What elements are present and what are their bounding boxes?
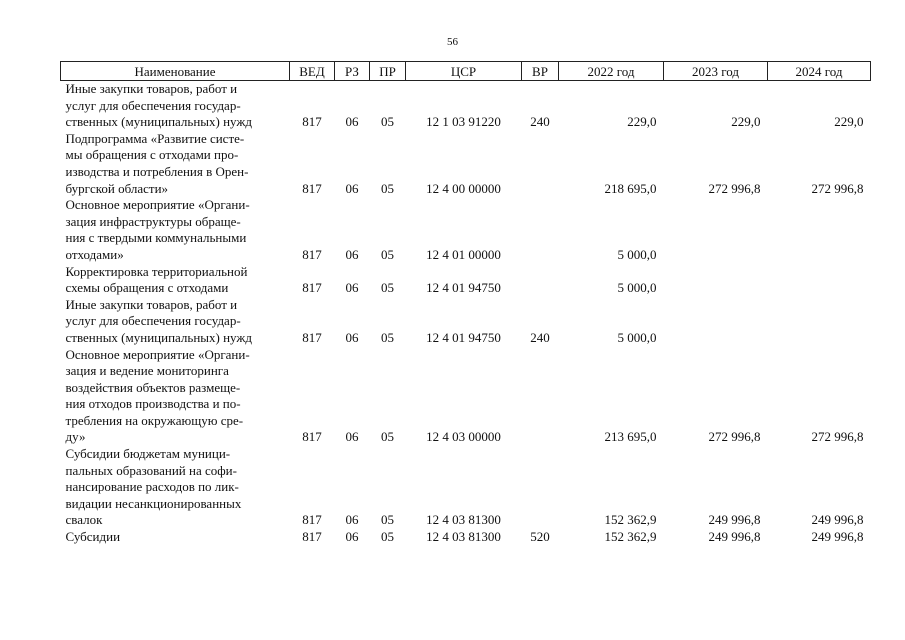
row-rz: 06: [345, 114, 359, 130]
row-name-line: ственных (муниципальных) нужд: [65, 329, 252, 345]
row-rz: 06: [345, 329, 359, 345]
row-csr: 12 4 00 00000: [426, 180, 501, 196]
row-vr: [522, 197, 559, 263]
row-name: [61, 81, 290, 131]
row-csr: 12 4 03 00000: [426, 429, 501, 445]
row-2024: 249 996,8: [811, 512, 864, 528]
row-ved: 817: [302, 246, 322, 262]
row-name-line: видации несанкционированных: [65, 495, 242, 511]
table-body: [61, 81, 871, 546]
row-2024: [768, 297, 871, 347]
row-name-line: Субсидии бюджетам муници-: [65, 446, 231, 462]
row-2022: 229,0: [627, 114, 657, 130]
row-name: [61, 264, 290, 297]
row-2024: 229,0: [834, 114, 864, 130]
row-name-line: ду»: [65, 429, 86, 445]
table-row: [61, 197, 871, 263]
row-csr: 12 4 01 94750: [426, 329, 501, 345]
row-ved: 817: [302, 512, 322, 528]
row-rz: 06: [345, 246, 359, 262]
row-2024: 272 996,8: [811, 429, 864, 445]
row-name: [61, 197, 290, 263]
row-name-line: схемы обращения с отходами: [65, 280, 229, 296]
row-2024: 249 996,8: [811, 529, 864, 545]
row-2022: 152 362,9: [604, 512, 657, 528]
header-row: [61, 62, 871, 81]
row-pr: 05: [381, 280, 394, 296]
row-2023: 272 996,8: [708, 180, 761, 196]
row-2024: [768, 197, 871, 263]
row-csr: 12 4 01 94750: [426, 280, 501, 296]
row-name-line: Субсидии: [65, 529, 121, 545]
row-csr: 12 4 03 81300: [426, 512, 501, 528]
row-csr: 12 1 03 91220: [426, 114, 501, 130]
row-name-line: требления на окружающую сре-: [65, 412, 244, 428]
header-name: Наименование: [61, 62, 290, 81]
row-rz: 06: [345, 280, 359, 296]
row-name-line: Основное мероприятие «Органи-: [65, 197, 250, 213]
table-row: [61, 347, 871, 447]
table-row: [61, 297, 871, 347]
row-2023: [664, 264, 768, 297]
row-ved: 817: [302, 180, 322, 196]
row-name-line: изводства и потребления в Орен-: [65, 163, 249, 179]
row-2023: 272 996,8: [708, 429, 761, 445]
row-rz: 06: [345, 512, 359, 528]
row-rz: 06: [345, 180, 359, 196]
row-name-line: нансирование расходов по лик-: [65, 479, 239, 495]
row-2022: 218 695,0: [604, 180, 657, 196]
row-rz: 06: [345, 429, 359, 445]
row-pr: 05: [381, 180, 394, 196]
row-name-line: воздействия объектов размеще-: [65, 379, 241, 395]
header-ved: ВЕД: [290, 62, 335, 81]
row-name-line: Корректировка территориальной: [65, 263, 248, 279]
row-ved: 817: [302, 280, 322, 296]
row-pr: 05: [381, 246, 394, 262]
row-name: [61, 131, 290, 197]
row-2022: 213 695,0: [604, 429, 657, 445]
row-name: [61, 347, 290, 447]
row-name-line: зация инфраструктуры обраще-: [65, 213, 241, 229]
table-row: [61, 264, 871, 297]
row-2024: [768, 264, 871, 297]
row-vr: 240: [530, 329, 550, 345]
row-pr: 05: [381, 329, 394, 345]
row-pr: 05: [381, 529, 394, 545]
row-vr: [522, 446, 559, 529]
row-2023: [664, 197, 768, 263]
row-2022: 5 000,0: [617, 246, 657, 262]
header-2023: 2023 год: [664, 62, 768, 81]
row-pr: 05: [381, 512, 394, 528]
row-vr: [522, 131, 559, 197]
row-name-line: услуг для обеспечения государ-: [65, 313, 241, 329]
page-number: 56: [447, 36, 458, 48]
row-name-line: пальных образований на софи-: [65, 462, 237, 478]
row-vr: 240: [530, 114, 550, 130]
row-name-line: ния с твердыми коммунальными: [65, 230, 247, 246]
row-name-line: услуг для обеспечения государ-: [65, 97, 241, 113]
row-2022: 5 000,0: [617, 280, 657, 296]
row-name-line: свалок: [65, 512, 103, 528]
row-ved: 817: [302, 529, 322, 545]
row-2022: 152 362,9: [604, 529, 657, 545]
row-vr: 520: [530, 529, 550, 545]
row-name: [61, 529, 290, 546]
row-vr: [522, 347, 559, 447]
row-rz: 06: [345, 529, 359, 545]
row-vr: [522, 264, 559, 297]
row-csr: 12 4 03 81300: [426, 529, 501, 545]
row-2023: 229,0: [731, 114, 761, 130]
header-2022: 2022 год: [559, 62, 664, 81]
row-2023: [664, 297, 768, 347]
row-2023: 249 996,8: [708, 529, 761, 545]
table-row: [61, 131, 871, 197]
table-row: [61, 81, 871, 131]
row-csr: 12 4 01 00000: [426, 246, 501, 262]
header-rz: РЗ: [335, 62, 370, 81]
row-ved: 817: [302, 429, 322, 445]
table-row: [61, 529, 871, 546]
header-pr: ПР: [370, 62, 406, 81]
row-name-line: Основное мероприятие «Органи-: [65, 346, 250, 362]
row-2024: 272 996,8: [811, 180, 864, 196]
row-name-line: Подпрограмма «Развитие систе-: [65, 130, 245, 146]
row-2023: 249 996,8: [708, 512, 761, 528]
row-name-line: Иные закупки товаров, работ и: [65, 296, 238, 312]
table-row: [61, 446, 871, 529]
row-pr: 05: [381, 429, 394, 445]
row-name-line: Иные закупки товаров, работ и: [65, 81, 238, 96]
row-2022: 5 000,0: [617, 329, 657, 345]
row-ved: 817: [302, 114, 322, 130]
row-name-line: зация и ведение мониторинга: [65, 363, 229, 379]
row-pr: 05: [381, 114, 394, 130]
row-name-line: ния отходов производства и по-: [65, 396, 241, 412]
row-name-line: ственных (муниципальных) нужд: [65, 114, 252, 130]
header-2024: 2024 год: [768, 62, 871, 81]
header-csr: ЦСР: [406, 62, 522, 81]
budget-table: [60, 61, 871, 546]
row-name-line: отходами»: [65, 246, 124, 262]
row-name: [61, 297, 290, 347]
row-ved: 817: [302, 329, 322, 345]
row-name: [61, 446, 290, 529]
header-vr: ВР: [522, 62, 559, 81]
row-name-line: бургской области»: [65, 180, 169, 196]
row-name-line: мы обращения с отходами про-: [65, 147, 239, 163]
table-header: [61, 62, 871, 81]
